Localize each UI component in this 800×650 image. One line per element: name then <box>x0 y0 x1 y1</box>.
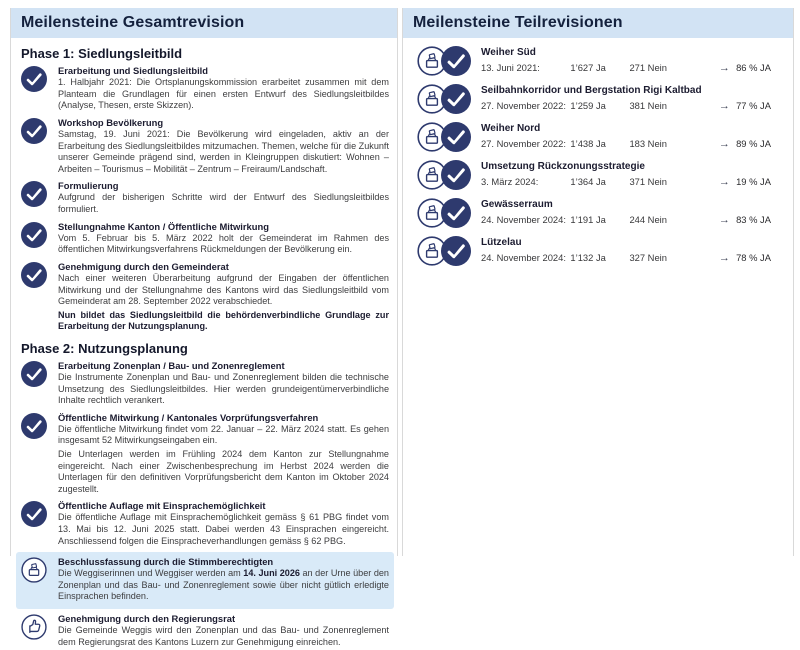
milestone-item <box>19 500 389 549</box>
panel-title: Meilensteine Gesamtrevision <box>21 14 245 31</box>
check-circle-icon <box>441 160 471 190</box>
vote-date: 27. November 2022: <box>481 137 566 149</box>
phase-heading: Phase 2: Nutzungsplanung <box>21 340 188 356</box>
vote-nein-count: 327 Nein <box>629 251 667 263</box>
rich-post: an der Urne über den Zonenplan und das Bau- und Zonenreglement sowie über nicht gütlich erledigte Einsprachen befinden. <box>58 568 389 602</box>
milestone-paragraph: Die Instrumente Zonenplan und Bau- und Zonenreglement bilden die technische Umsetzung des Siedlungsleitbildes. Hier werden grundeigentümerverbindliche Inhalte rechtlich verankert. <box>58 372 389 406</box>
milestone-text <box>58 65 389 114</box>
vote-result-percent: 19 % JA <box>736 175 771 187</box>
vote-row <box>411 84 785 114</box>
check-circle-icon <box>19 412 49 439</box>
vote-date: 24. November 2024: <box>481 251 566 263</box>
vote-row <box>411 160 785 190</box>
arrow-right-icon: → <box>718 213 730 226</box>
arrow-right-icon: → <box>718 99 730 112</box>
vote-icons <box>417 198 473 228</box>
vote-ja-count: 1’132 Ja <box>570 251 606 263</box>
milestone-title: Workshop Bevölkerung <box>58 116 164 128</box>
ballot-box-icon <box>19 556 49 583</box>
milestone-title: Öffentliche Auflage mit Einsprachemöglichkeit <box>58 500 266 512</box>
milestone-paragraph: Aufgrund der bisherigen Schritte wird der Entwurf des Siedlungsleitbildes formuliert. <box>58 192 389 215</box>
milestone-paragraph: Die öffentliche Auflage mit Einsprachemöglichkeit gemäss § 61 PBG findet vom 13. Mai bis 12. Juni 2025 statt. Dabei werden 43 Einsprachen eingereicht. Anschliessend folgen die Einspracheverhandlungen gemäss § 62 PBG. <box>58 512 389 546</box>
milestone-text <box>58 261 389 335</box>
milestone-item <box>19 65 389 114</box>
phase-heading: Phase 1: Siedlungsleitbild <box>21 46 183 61</box>
check-circle-icon <box>19 65 49 92</box>
vote-text <box>481 84 771 114</box>
vote-ja-count: 1’364 Ja <box>570 175 606 187</box>
check-circle-icon <box>441 122 471 152</box>
vote-ja-count: 1’627 Ja <box>570 61 606 73</box>
milestone-paragraph: 1. Halbjahr 2021: Die Ortsplanungskommission erarbeitet zusammen mit dem Planteam die Grundlagen für einen ersten Entwurf des Siedlungsleitbildes (Analyse, Thesen, erste Skizzen). <box>58 77 389 111</box>
gesamtrevision-panel <box>10 8 398 647</box>
milestone-item <box>19 360 389 409</box>
vote-text <box>481 122 771 152</box>
milestone-paragraph: Vom 5. Februar bis 5. März 2022 holt der Gemeinderat im Rahmen des öffentlichen Mitwirkungsverfahrens Rückmeldungen der Bevölkerung ein. <box>58 232 389 255</box>
panel-header <box>11 8 397 38</box>
vote-title: Weiher Nord <box>481 123 541 134</box>
vote-icons <box>417 84 473 114</box>
arrow-right-icon: → <box>718 61 730 74</box>
vote-text <box>481 198 771 228</box>
vote-text <box>481 236 771 266</box>
milestone-title: Genehmigung durch den Regierungsrat <box>58 612 236 624</box>
rich-pre: Die Weggiserinnen und Weggiser werden am <box>58 568 244 579</box>
vote-result-percent: 77 % JA <box>736 99 771 111</box>
vote-row <box>411 198 785 228</box>
check-circle-icon <box>19 180 49 207</box>
check-circle-icon <box>19 500 49 527</box>
gesamtrevision-body <box>11 38 397 650</box>
arrow-right-icon: → <box>718 175 730 188</box>
vote-result-percent: 78 % JA <box>736 251 771 263</box>
vote-row <box>411 122 785 152</box>
milestone-paragraph: Nach einer weiteren Überarbeitung aufgrund der Eingaben der öffentlichen Mitwirkung und der Stellungnahme des Kantons wird das Siedlungsleitbild vom Gemeinderat am 28. September 2022 verabschiedet. <box>58 273 389 307</box>
milestone-text <box>58 180 389 217</box>
vote-result-line <box>481 250 771 267</box>
check-circle-icon <box>441 46 471 76</box>
check-circle-icon <box>19 221 49 248</box>
milestone-title: Erarbeitung und Siedlungsleitbild <box>58 65 209 76</box>
check-circle-icon <box>19 360 49 387</box>
vote-nein-count: 183 Nein <box>629 137 667 149</box>
vote-date: 24. November 2024: <box>481 213 566 225</box>
milestone-paragraph: Die Unterlagen werden im Frühling 2024 dem Kanton zur Stellungnahme eingereicht. Nach einer Zwischenbesprechung im Herbst 2024 werden die Unterlagen für den definitiven Vorprüfungsbericht dem Kanton im Oktober 2024 zugestellt. <box>58 449 389 494</box>
vote-title: Umsetzung Rückzonungsstrategie <box>481 161 645 172</box>
vote-nein-count: 271 Nein <box>629 61 667 73</box>
vote-ja-count: 1’438 Ja <box>570 137 606 149</box>
milestone-item <box>19 613 389 650</box>
panel-title: Meilensteine Teilrevisionen <box>413 14 623 31</box>
check-circle-icon <box>441 84 471 114</box>
milestone-title: Öffentliche Mitwirkung / Kantonales Vorprüfungsverfahren <box>58 411 319 423</box>
vote-result-percent: 86 % JA <box>736 61 771 73</box>
milestone-bold-note: Nun bildet das Siedlungsleitbild die behördenverbindliche Grundlage zur Erarbeitung der Nutzungsplanung. <box>58 309 389 332</box>
vote-nein-count: 371 Nein <box>629 175 667 187</box>
arrow-right-icon: → <box>718 137 730 150</box>
vote-result-percent: 89 % JA <box>736 137 771 149</box>
vote-icons <box>417 236 473 266</box>
milestone-title: Beschlussfassung durch die Stimmberechtigten <box>58 556 274 568</box>
vote-result-percent: 83 % JA <box>736 213 771 225</box>
vote-row <box>411 46 785 76</box>
arrow-right-icon: → <box>718 251 730 264</box>
vote-date: 27. November 2022: <box>481 99 566 111</box>
vote-nein-count: 381 Nein <box>629 99 667 111</box>
vote-result-line <box>481 174 771 191</box>
milestone-text <box>58 221 389 258</box>
panel-header <box>403 8 793 38</box>
milestone-item <box>16 552 394 609</box>
vote-title: Gewässerraum <box>481 199 553 210</box>
milestone-text <box>58 500 389 549</box>
vote-title: Lützelau <box>481 237 522 248</box>
teilrevisionen-panel <box>402 8 794 556</box>
check-circle-icon <box>19 261 49 288</box>
milestone-title: Genehmigung durch den Gemeinderat <box>58 260 229 272</box>
milestone-paragraph: Samstag, 19. Juni 2021: Die Bevölkerung wird eingeladen, aktiv an der Erarbeitung des Siedlungsleitbildes mitzumachen. Themen, welche für die Zukunft unserer Gemeinde prägend sind, werden in Kleingruppen diskutiert: Wohnen – Arbeiten – Tourismus – Mobilität – Zentrum – Freiraum/Landschaft. <box>58 129 389 174</box>
vote-ja-count: 1’191 Ja <box>570 213 606 225</box>
vote-result-line <box>481 136 771 153</box>
vote-title: Weiher Süd <box>481 47 536 58</box>
vote-result-line <box>481 98 771 115</box>
vote-text <box>481 160 771 190</box>
vote-nein-count: 244 Nein <box>629 213 667 225</box>
vote-title: Seilbahnkorridor und Bergstation Rigi Kaltbad <box>481 85 702 96</box>
thumbs-up-icon <box>19 613 49 640</box>
milestone-item <box>19 221 389 258</box>
vote-date: 13. Juni 2021: <box>481 61 540 73</box>
milestone-title: Erarbeitung Zonenplan / Bau- und Zonenreglement <box>58 359 285 371</box>
check-circle-icon <box>19 117 49 144</box>
milestone-paragraph <box>58 568 389 603</box>
milestone-text <box>58 117 389 177</box>
vote-ja-count: 1’259 Ja <box>570 99 606 111</box>
rich-bold: 14. Juni 2026 <box>243 568 300 579</box>
milestone-paragraph: Die Gemeinde Weggis wird den Zonenplan und das Bau- und Zonenreglement dem Regierungsrat des Kantons Luzern zur Genehmigung einreichen. <box>58 625 389 647</box>
vote-icons <box>417 160 473 190</box>
milestone-item <box>19 412 389 498</box>
vote-text <box>481 46 771 76</box>
vote-row <box>411 236 785 266</box>
milestone-title: Formulierung <box>58 180 119 192</box>
check-circle-icon <box>441 198 471 228</box>
teilrevisionen-body <box>403 38 793 266</box>
milestone-text <box>58 360 389 409</box>
milestone-paragraph: Die öffentliche Mitwirkung findet vom 22. Januar – 22. März 2024 statt. Es gehen insgesamt 52 Mitwirkungseingaben ein. <box>58 423 389 446</box>
milestone-text <box>58 613 389 650</box>
vote-icons <box>417 46 473 76</box>
milestone-text <box>58 556 389 605</box>
milestone-item <box>19 261 389 335</box>
milestone-title: Stellungnahme Kanton / Öffentliche Mitwirkung <box>58 220 269 232</box>
milestone-text <box>58 412 389 498</box>
milestone-item <box>19 180 389 217</box>
vote-result-line <box>481 60 771 77</box>
vote-icons <box>417 122 473 152</box>
check-circle-icon <box>441 236 471 266</box>
milestone-item <box>19 117 389 177</box>
vote-date: 3. März 2024: <box>481 175 539 187</box>
vote-result-line <box>481 212 771 229</box>
